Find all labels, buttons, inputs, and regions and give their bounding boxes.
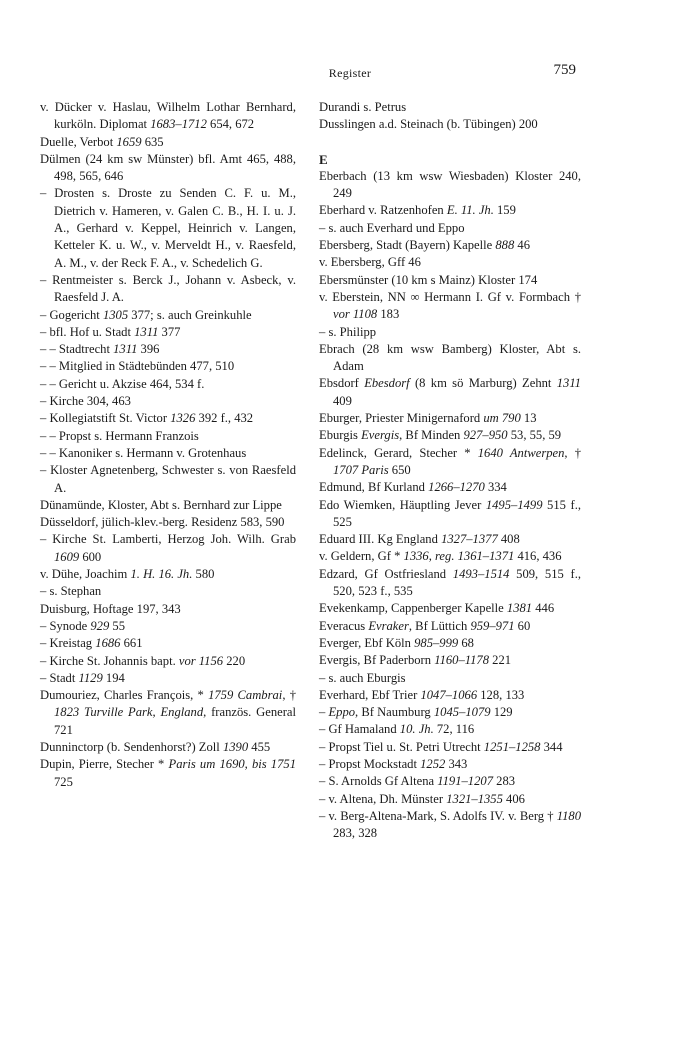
index-entry: Edzard, Gf Ostfriesland 1493–1514 509, 515 f., 520, 523 f., 535 <box>319 566 581 599</box>
index-entry: – Propst Mockstadt 1252 343 <box>319 756 468 771</box>
index-entry: Evergis, Bf Paderborn 1160–1178 221 <box>319 653 512 668</box>
index-column-right <box>319 99 581 842</box>
index-entry: – Gf Hamaland 10. Jh. 72, 116 <box>319 722 475 737</box>
index-entry: v. Geldern, Gf * 1336, reg. 1361–1371 416, 436 <box>319 549 562 564</box>
index-entry: – Eppo, Bf Naumburg 1045–1079 129 <box>319 705 513 720</box>
running-title: Register <box>328 66 372 80</box>
index-group-e <box>319 168 581 843</box>
index-entry: Edmund, Bf Kurland 1266–1270 334 <box>319 480 507 495</box>
index-entry: Evekenkamp, Cappenberger Kapelle 1381 446 <box>319 601 555 616</box>
index-entry: – Kreistag 1686 661 <box>40 636 143 651</box>
index-entry: Ebersberg, Stadt (Bayern) Kapelle 888 46 <box>319 238 531 253</box>
index-entry: – Kirche 304, 463 <box>40 394 131 409</box>
index-entry: – bfl. Hof u. Stadt 1311 377 <box>40 324 181 339</box>
index-entry: Durandi s. Petrus <box>319 100 407 114</box>
index-entry: – – Propst s. Hermann Franzois <box>40 428 199 443</box>
index-entry: – Gogericht 1305 377; s. auch Greinkuhle <box>40 307 252 322</box>
index-entry: Ebsdorf Ebesdorf (8 km sö Marburg) Zehnt 1311 409 <box>319 376 581 408</box>
index-entry: v. Dücker v. Haslau, Wilhelm Lothar Bernhard, kurköln. Diplomat 1683–1712 654, 672 <box>40 100 296 132</box>
page-number: 759 <box>553 62 576 78</box>
index-entry: – s. Philipp <box>319 324 377 339</box>
index-entry: v. Ebersberg, Gff 46 <box>319 255 421 270</box>
index-entry: Ebrach (28 km wsw Bamberg) Kloster, Abt s. Adam <box>319 341 581 374</box>
index-entry: – Propst Tiel u. St. Petri Utrecht 1251–1258 344 <box>319 739 563 754</box>
index-group-d-continued <box>319 99 581 134</box>
index-entry: Duelle, Verbot 1659 635 <box>40 134 164 149</box>
index-entry: – v. Berg-Altena-Mark, S. Adolfs IV. v. Berg † 1180 283, 328 <box>319 808 581 841</box>
index-entry: – Kirche St. Johannis bapt. vor 1156 220 <box>40 653 246 668</box>
index-entry: – v. Altena, Dh. Münster 1321–1355 406 <box>319 791 525 806</box>
index-entry: Everger, Ebf Köln 985–999 68 <box>319 635 474 650</box>
index-entry: Dumouriez, Charles François, * 1759 Cambrai, † 1823 Turville Park, England, französ. General 721 <box>40 688 297 737</box>
index-entry: – Stadt 1129 194 <box>40 670 125 685</box>
index-entry: Dülmen (24 km sw Münster) bfl. Amt 465, 488, 498, 565, 646 <box>40 151 296 184</box>
index-entry: – – Gericht u. Akzise 464, 534 f. <box>40 376 205 391</box>
index-entry: Eduard III. Kg England 1327–1377 408 <box>319 532 520 547</box>
page-header <box>0 62 700 86</box>
index-entry: – – Stadtrecht 1311 396 <box>40 342 160 357</box>
index-entry: Eburgis Evergis, Bf Minden 927–950 53, 55, 59 <box>319 428 562 443</box>
index-entry: v. Eberstein, NN ∞ Hermann I. Gf v. Formbach † vor 1108 183 <box>319 289 581 322</box>
index-entry: – Rentmeister s. Berck J., Johann v. Asbeck, v. Raesfeld J. A. <box>40 272 296 305</box>
index-entry: Dupin, Pierre, Stecher * Paris um 1690, bis 1751 725 <box>40 757 296 789</box>
index-entry: – – Mitglied in Städtebünden 477, 510 <box>40 359 235 374</box>
index-entry: – S. Arnolds Gf Altena 1191–1207 283 <box>319 774 516 789</box>
index-entry: – Kirche St. Lamberti, Herzog Joh. Wilh. Grab 1609 600 <box>40 532 296 564</box>
index-entry: – Drosten s. Droste zu Senden C. F. u. M., Dietrich v. Hameren, v. Galen C. B., H. I. u. J. A., Gerhard v. Keppel, Heinrich v. Langen, Ketteler K. u. W., v. Merveldt H., v. Raesfeld, A. M., v. der Reck F. A., v. Schedelich G. <box>40 186 296 270</box>
index-entry: Dusslingen a.d. Steinach (b. Tübingen) 200 <box>319 117 538 132</box>
index-column-left <box>40 99 296 791</box>
index-entry: Edo Wiemken, Häuptling Jever 1495–1499 515 f., 525 <box>319 497 581 529</box>
index-entry: – s. auch Eburgis <box>319 670 406 685</box>
index-entry: – – Kanoniker s. Hermann v. Grotenhaus <box>40 445 247 460</box>
index-entry: Eberbach (13 km wsw Wiesbaden) Kloster 240, 249 <box>319 168 581 201</box>
index-entry: Duisburg, Hoftage 197, 343 <box>40 601 181 616</box>
index-entry: Düsseldorf, jülich-klev.-berg. Residenz 583, 590 <box>40 515 285 530</box>
index-entry: – s. Stephan <box>40 584 102 599</box>
index-entry: Dünamünde, Kloster, Abt s. Bernhard zur Lippe <box>40 497 282 512</box>
index-entry: – Kollegiatstift St. Victor 1326 392 f., 432 <box>40 411 254 426</box>
index-entry: – s. auch Everhard und Eppo <box>319 220 465 235</box>
index-entry: – Synode 929 55 <box>40 618 126 633</box>
index-entry: v. Dühe, Joachim 1. H. 16. Jh. 580 <box>40 567 215 582</box>
index-entry: Edelinck, Gerard, Stecher * 1640 Antwerpen, † 1707 Paris 650 <box>319 445 582 477</box>
index-entry: Everacus Evraker, Bf Lüttich 959–971 60 <box>319 618 531 633</box>
section-gap <box>319 134 581 151</box>
index-entry: Dunninctorp (b. Sendenhorst?) Zoll 1390 455 <box>40 739 271 754</box>
index-entry: – Kloster Agnetenberg, Schwester s. von Raesfeld A. <box>40 463 296 495</box>
index-entry: Ebersmünster (10 km s Mainz) Kloster 174 <box>319 272 538 287</box>
index-entry: Eburger, Priester Minigernaford um 790 13 <box>319 411 537 426</box>
section-letter-heading: E <box>319 151 328 167</box>
index-entry: Eberhard v. Ratzenhofen E. 11. Jh. 159 <box>319 203 516 218</box>
index-entry: Everhard, Ebf Trier 1047–1066 128, 133 <box>319 687 525 702</box>
